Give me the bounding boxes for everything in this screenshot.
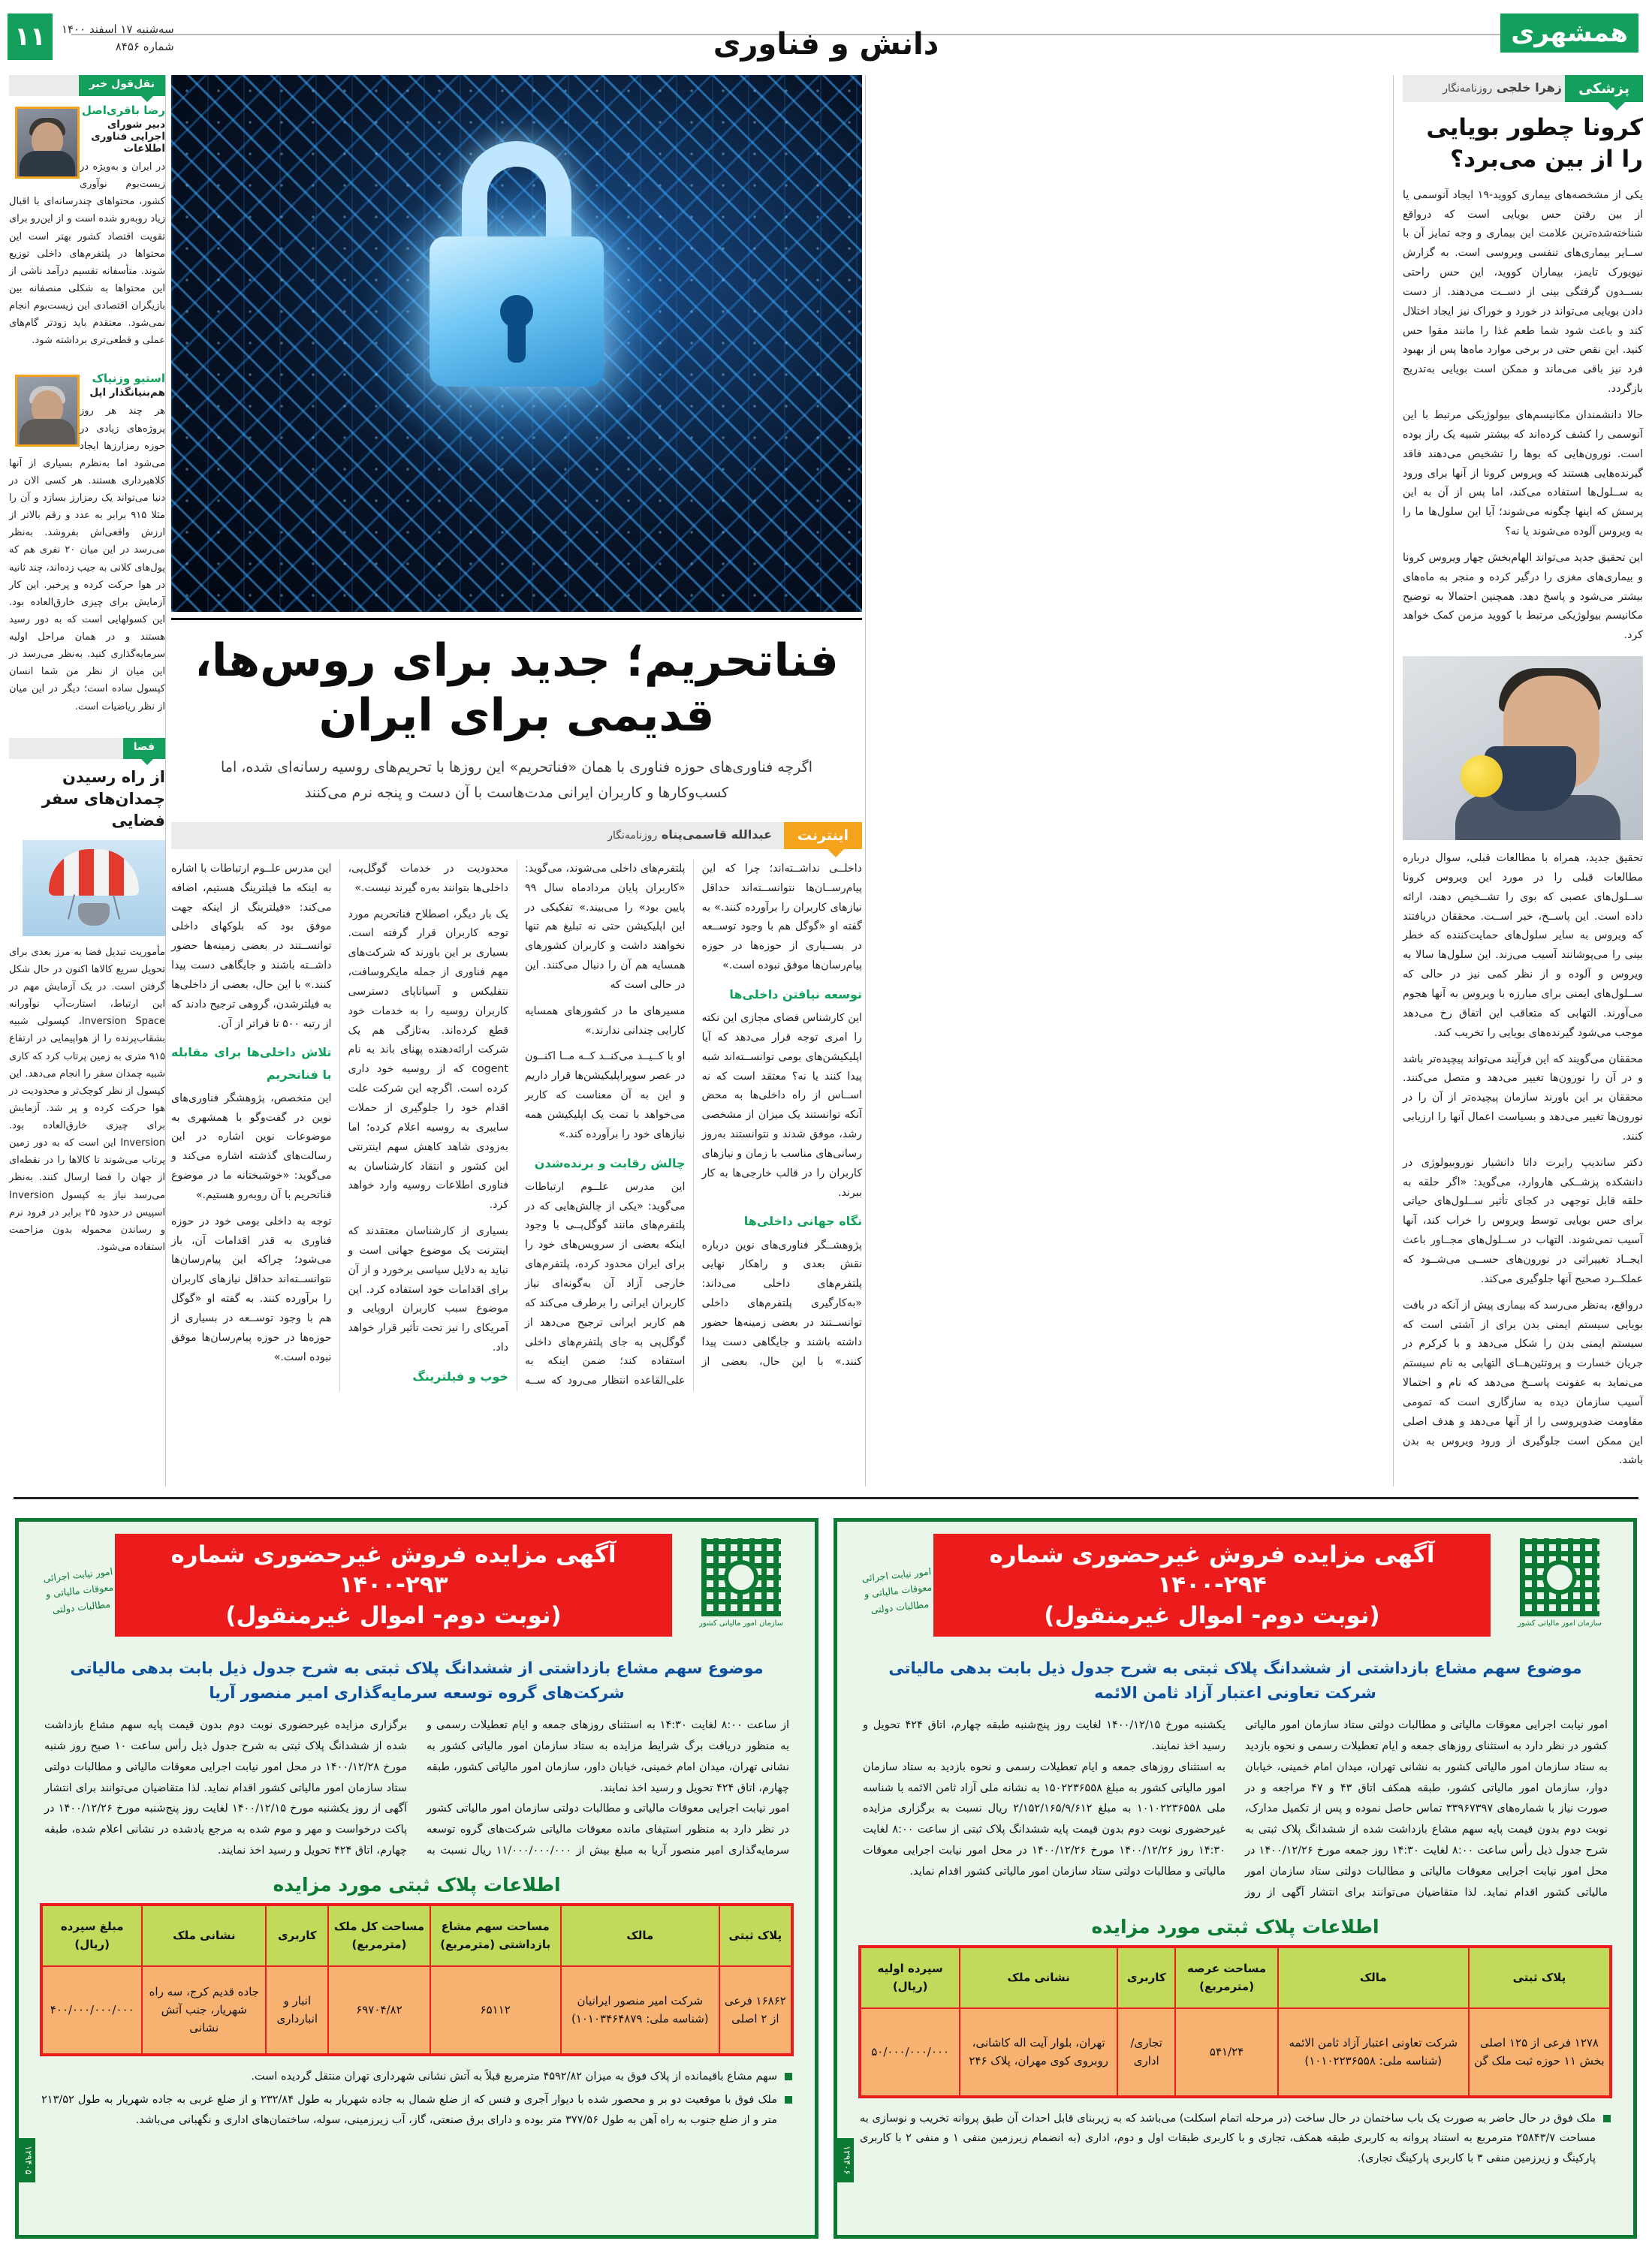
ad-org-strip: امور نیابت اجرائی معوقات مالیاتی و مطالبات دولتی	[861, 1565, 933, 1616]
paragraph: این کارشناس فضای مجازی این نکته را امری توجه قرار می‌دهد که آیا اپلیکیشن‌های بومی توانســته‌اند شبه پیدا کنند یا نه؟ معتقد است که نه اســاس از راه داخلی‌ها به محض آنکه توانستند یک میزان از مشخصی رشد، موفق شدند و نتوانستند به‌روز رسانی‌های مناسب با زمان و نیازهای کاربران را در قالب خارجی‌ها به کار ببرند.	[701, 1012, 862, 1199]
medical-kicker: پزشکی	[1565, 75, 1643, 102]
ad-subtitle: موضوع سهم مشاع بازداشتی از ششدانگ پلاک ثبتی به شرح جدول ذیل بابت بدهی مالیاتی شرکت‌های گروه توسعه سرمایه‌گذاری امیر منصور آریا	[70, 1659, 764, 1702]
auction-table	[858, 1945, 1612, 2098]
th-share-area: مساحت سهم مشاع بازداشتی (مترمربع)	[430, 1905, 561, 1966]
th-plaque: پلاک ثبتی	[1469, 1947, 1611, 2008]
lead-headline: فناتحریم؛ جدید برای روس‌ها، قدیمی برای ایران	[194, 634, 839, 742]
sub-heading: توسعه نیافتن داخلی‌ها	[729, 986, 862, 1001]
opinion-item	[9, 372, 165, 715]
td-address: جاده قدیم کرج، سه راه شهریار، جنب آتش نشانی	[142, 1966, 266, 2055]
table-header-row	[860, 1947, 1611, 2008]
ads-top-rule	[14, 1497, 1638, 1499]
td-plaque: ۱۶۸۶۲ فرعی از ۲ اصلی	[719, 1966, 792, 2055]
page-number: ۱۱	[8, 14, 53, 60]
ad-header	[19, 1522, 815, 1653]
ad-title-ribbon	[115, 1534, 672, 1637]
spacecraft-illustration	[23, 840, 165, 936]
tax-org-logo	[1507, 1538, 1612, 1643]
th-usage: کاربری	[1117, 1947, 1175, 2008]
paragraph: این تحقیق جدید می‌تواند الهام‌بخش چهار ویروس کرونا و بیماری‌های مغزی را درگیر کرده و منجر به ماه‌های بیشتر می‌شود و پاسخ دهد. همچنین احتمالا به توضیح مکانیسم بیولوژیکی مرتبط با کووید مزمن کمک خواهد کرد.	[1403, 551, 1643, 642]
classified-ads-area	[0, 1509, 1652, 2263]
ad-title-ribbon	[933, 1534, 1491, 1637]
th-address: نشانی ملک	[960, 1947, 1117, 2008]
paper-logo: همشهری	[1500, 14, 1638, 53]
td-owner: شرکت تعاونی اعتبار آزاد ثامن الائمه (شناسه ملی: ۱۰۱۰۲۲۳۶۵۵۸)	[1278, 2008, 1469, 2097]
ad-title-line2: (نوبت دوم- اموال غیرمنقول)	[225, 1601, 562, 1629]
paragraph: حالا دانشمندان مکانیسم‌های بیولوژیکی مرتبط با این آنوسمی را کشف کرده‌اند که بیشتر شبیه یک راز بوده است. نورون‌هایی که بوها را تشخیص می‌دهند فاقد گیرنده‌هایی هستند که ویروس کرونا از آنها برای ورود به ســلول‌ها استفاده می‌کند، اما پس از آن به این پرسش که اینها چگونه می‌شوند؛ آیا این سلول‌ها ما را به ویروس آلوده می‌شوند یا نه؟	[1403, 408, 1643, 538]
ad-title-line1: آگهی مزایده فروش غیرحضوری شماره ۲۹۳-۱۴۰۰	[170, 1541, 616, 1599]
paragraph: پژوهشــگر فناوری‌های نوین درباره نقش بعدی و راهکار نهایی پلتفرم‌های داخلی می‌داند: «به‌کارگیری پلتفرم‌های داخلی توانســتند در بعضی زمینه‌ها حضور داشته باشند و جایگاهی دست پیدا کنند.» با این حال، بعضی از پلتفرم‌های داخلی می‌شوند، می‌گوید: «کاربران پایان مردادماه سال ۹۹ پایین بود» را می‌بیند.» تفکیکی در این اپلیکیشن حتی نه تبلیغ هم تنها نخواهند داشت و کاربران کشورهای همسایه هم آن را دنبال می‌کنند. این در حالی است که	[525, 862, 862, 1368]
td-plaque: ۱۲۷۸ فرعی از ۱۲۵ اصلی بخش ۱۱ حوزه ثبت ملک گن	[1469, 2008, 1611, 2097]
paragraph: دکتر ساندیپ رابرت داتا دانشیار نوروبیولوژی در دانشکده پزشــکی هاروارد، می‌گوید: «اگر حلقه به حلقه قابل توجهی در کجای تأثیر ســلول‌های حیاتی برای حس بویایی توسط ویروس را خراب کند، آنها آسیب نمی‌شوند. التهاب در ســلول‌های مجــاور باعث ایجــاد تغییراتی در نورون‌های حســی می‌شــود که عملکــرد صحیح آنها جلوگیری می‌کند.	[1403, 1156, 1643, 1285]
td-usage: تجاری/ اداری	[1117, 2008, 1175, 2097]
opinion-text: هر چند هر روز پروژه‌های زیادی در حوزه رمزارزها ایجاد می‌شود اما به‌نظرم بسیاری از آنها کلاهبرداری هستند. هر کسی الان در دنیا می‌تواند یک رمزارز بسازد و آن را مثلا ۹۱۵ برابر به عدد و رقم بالاتر از ارزش واقعی‌اش بفروشد. به‌نظر می‌رسد در این میان ۲۰ نفری هم که پول‌های کلانی به جیب زده‌اند، چند ثانیه در هوا حرکت کرده و پرخبر. این کار آزمایش برای چیزی خارق‌العاده بود. این کسولهایی است که به دور رسید هستند و در همان مراحل اولیه سرمایه‌گذاری کنید. به‌نظر می‌رسد در این میان از نظر من شما انسان کپسول ساده است؛ دیگر در این میان از نظر ریاضیات است.	[9, 405, 165, 712]
medical-headline: کرونا چطور بویایی را از بین می‌برد؟	[1426, 114, 1643, 173]
td-area: ۵۴۱/۲۴	[1175, 2008, 1277, 2097]
paragraph: یکی از مشخصه‌های بیماری کووید-۱۹ ایجاد آنوسمی یا از بین رفتن حس بویایی است که درواقع شناخته‌شده‌ترین علامت این بیماری و وجه تمایز آن با ســایر بیماری‌های تنفسی ویروسی است. به گزارش نیویورک تایمز، بیماران کووید، این حس راحتی بســدون گرفتگی بینی از دســت می‌دهند. از دست دادن بویایی می‌تواند در خورد و خوراک نیز ایجاد اختلال کند و باعث شود شما طعم غذا را مانند مقوا حس کنید. این نقص حتی در برخی موارد ماه‌ها پس از بهبود فرد نیز باقی می‌ماند و ممکن است بویایی به‌تدریج بازگردد.	[1403, 188, 1643, 396]
opinion-item	[9, 104, 165, 349]
quote-kicker-bar	[9, 75, 165, 96]
tax-org-logo	[689, 1538, 794, 1643]
internet-kicker-bar	[171, 822, 862, 849]
opinion-text: در ایران و به‌ویژه در زیست‌بوم نوآوری کشور، محتواهای چندرسانه‌ای با اقبال زیاد روبه‌رو شده است و از این‌رو برای تقویت اقتصاد کشور بهتر است این محتواها در پلتفرم‌های داخلی توزیع شوند. متأسفانه تقسیم درآمد ناشی از این محتواها به شکلی منصفانه بین بازیگران اقتصادی این زیست‌بوم انجام نمی‌شود. معتقدم باید زودتر گام‌های عملی و قطعی‌تری برداشته شود.	[9, 161, 165, 347]
sub-heading: چالش رقابت و برنده‌شدن	[534, 1155, 686, 1170]
paragraph: محققان می‌گویند که این فرآیند می‌تواند پیچیده‌تر باشد و در آن را نورون‌ها تغییر می‌دهد و متصل می‌کنند. محققان بر این باورند سازمان پیچیده‌تر از آن را در نورون‌ها تغییر می‌دهد و بسیاست اعمال آنها را ارزیابی کنند.	[1403, 1053, 1643, 1143]
masked-patient-photo	[1403, 656, 1643, 840]
table-row	[41, 1966, 792, 2055]
ad-paragraph: از ساعت ۸:۰۰ لغایت ۱۴:۳۰ به استثنای روزهای جمعه و ایام تعطیلات رسمی و به منظور دریافت برگ شرایط مزایده به ستاد سازمان امور مالیاتی کشور به نشانی تهران، میدان امام خمینی، خیابان داور، سازمان امور مالیاتی کشور، طبقه چهارم، اتاق ۴۲۴ تحویل و رسید اخذ نمایند.	[427, 1719, 789, 1794]
ad-notes	[19, 2056, 815, 2130]
auction-table	[40, 1903, 794, 2056]
lead-article-continued	[871, 75, 1442, 616]
medical-kicker-bar	[1403, 75, 1643, 102]
lead-byline	[607, 827, 772, 842]
portrait-photo	[15, 107, 80, 179]
opinion-author-name: رضا باقری‌اصل	[81, 104, 165, 117]
circuit-padlock-photo	[171, 75, 862, 612]
lead-subhead: اگرچه فناوری‌های حوزه فناوری با همان «فناتحریم» این روزها با تحریم‌های روسیه رسانه‌ای شده، اما کسب‌و‌کارها و کاربران ایرانی مدت‌هاست با آن دست و پنجه نرم می‌کنند	[221, 759, 812, 801]
space-headline: از راه رسیدن چمدان‌های سفر فضایی	[41, 767, 165, 830]
ad-body	[837, 1712, 1633, 1903]
ad-side-code: ۱۲۹۴۰۵	[16, 2138, 35, 2182]
issue-number: شماره ۸۴۵۶	[115, 39, 174, 53]
th-owner: مالک	[561, 1905, 719, 1966]
th-address: نشانی ملک	[142, 1905, 266, 1966]
space-kicker: فضا	[123, 738, 165, 759]
masthead	[0, 0, 1652, 71]
opinion-author-role: هم‌بنیانگذار اپل	[89, 387, 165, 399]
sub-heading: نگاه جهانی داخلی‌ها	[743, 1214, 862, 1229]
quote-kicker: نقل‌قول خبر	[79, 75, 165, 96]
sub-heading: تلاش داخلی‌ها برای مقابله با فناتحریم	[171, 1045, 332, 1082]
th-owner: مالک	[1278, 1947, 1469, 2008]
emblem-icon	[1520, 1538, 1599, 1616]
td-address: تهران، بلوار آیت اله کاشانی، روبروی کوی مهران، پلاک ۲۴۶	[960, 2008, 1117, 2097]
ad-paragraph: امور نیابت اجرایی معوقات مالیاتی و مطالبات دولتی ستاد سازمان امور مالیاتی کشور در نظر دارد به استثنای روزهای جمعه و ایام تعطیلات رسمی و نحوه بازدید به ستاد سازمان امور مالیاتی کشور به نشانی تهران، میدان امام خمینی، خیابان دوار، سازمان امور مالیاتی کشور، طبقه همکف اتاق ۴۳ و ۴۷ مراجعه و در صورت نیاز با شماره‌های ۳۳۹۶۷۳۹۷ تماس حاصل نموده و پس از تکمیل مدارک، نوبت دوم بدون قیمت پایه سهم مشاع بازداشت شده از ششدانگ پلاک ثبتی به شرح جدول ذیل رأس ساعت ۸:۰۰ لغایت ۱۴:۳۰ روز جمعه مورخ ۱۴۰۰/۱۲/۲۶ در محل امور نیابت اجرایی معوقات مالیاتی و مطالبات دولتی ستاد سازمان امور مالیاتی کشور اقدام نماید. لذا متقاضیان می‌توانند برای انتشار آگهی از روز یکشنبه مورخ ۱۴۰۰/۱۲/۱۵ لغایت روز پنج‌شنبه طبقه چهارم، اتاق ۴۲۴ تحویل و رسید اخذ نمایند.	[863, 1719, 1608, 1899]
sub-heading: خوب و فیلترینگ	[412, 1369, 508, 1384]
paragraph: این مدرس علــوم ارتباطات با اشاره به اینکه ما فیلترینگ هستیم، اضافه می‌کند: «فیلترینگ از اینکه جهت موفق بود که بلوکهای داخلی توانســتند در بعضی زمینه‌ها حضور داشــته باشند و جایگاهی دست پیدا کنند.» با این حال، بعضی از داخلی‌ها به فیلترشدن، گروهی ترجیح دادند که از رتبه ۵۰۰ تا فراتر از آن.	[171, 862, 332, 1030]
th-area: مساحت عرصه (مترمربع)	[1175, 1947, 1277, 2008]
ad-header	[837, 1522, 1633, 1653]
td-usage: انبار و انبارداری	[266, 1966, 328, 2055]
ad-body	[19, 1712, 815, 1862]
paragraph: تحقیق جدید، همراه با مطالعات قبلی، سوال درباره مطالعات قبلی را در مورد این ویروس کرونا ســلول‌های عصبی که بوی را تشــخیص دهند، ارائه داده است. این پاســخ، خبر اســت. محققان دریافتند که ویروس به سایر سلول‌های حمایت‌کننده که خطر بینی را می‌پوشانند آسیب می‌زند. این سلول‌ها سالا به ویروس و آلوده و از نظر کمی نیز در حالی که ســلول‌های ایمنی برای مبارزه با ویروس به آنها هجوم می‌آورند. التهابی که متعاقب این اتفاق رخ می‌دهد موجب می‌شود گیرنده‌های بویایی را تخریب کند.	[1403, 852, 1643, 1039]
th-plaque: پلاک ثبتی	[719, 1905, 792, 1966]
column-divider-1	[165, 75, 166, 1486]
th-usage: کاربری	[266, 1905, 328, 1966]
lead-body	[171, 860, 862, 1391]
ad-subtitle: موضوع سهم مشاع بازداشتی از ششدانگ پلاک ثبتی به شرح جدول ذیل بابت بدهی مالیاتی شرکت تعاونی اعتبار آزاد ثامن الائمه	[888, 1659, 1582, 1702]
paragraph: مسیرهای ما در کشورهای همسایه کارایی چندانی ندارند.»	[525, 1004, 686, 1037]
issue-date: سه‌شنبه ۱۷ اسفند ۱۴۰۰	[62, 23, 174, 36]
ad-title-line2: (نوبت دوم- اموال غیرمنقول)	[1044, 1601, 1380, 1629]
table-row	[860, 2008, 1611, 2097]
td-share-area: ۶۵۱۱۲	[430, 1966, 561, 2055]
td-deposit: ۴۰۰/۰۰۰/۰۰۰/۰۰۰	[41, 1966, 142, 2055]
section-title: دانش و فناوری	[713, 27, 939, 62]
td-total-area: ۶۹۷۰۴/۸۲	[328, 1966, 430, 2055]
th-deposit: سپرده اولیه (ریال)	[860, 1947, 960, 2008]
ad-paragraph: امور نیابت اجرایی معوقات مالیاتی و مطالبات دولتی سازمان امور مالیاتی کشور در نظر دارد به منظور استیفای مانده معوقات مالیاتی شرکت‌های گروه توسعه سرمایه‌گذاری امیر منصور آریا به مبلغ بیش از ۱۱/۰۰۰/۰۰۰/۰۰۰ ریال نسبت به برگزاری مزایده غیرحضوری نوبت دوم بدون قیمت پایه سهم مشاع بازداشت شده از ششدانگ پلاک ثبتی به شرح جدول ذیل رأس ساعت ۱۰ صبح روز شنبه مورخ ۱۴۰۰/۱۲/۲۸ در محل امور نیابت اجرایی معوقات مالیاتی و مطالبات دولتی ستاد سازمان امور مالیاتی کشور اقدام نماید. لذا متقاضیان می‌توانند برای انتشار آگهی از روز یکشنبه مورخ ۱۴۰۰/۱۲/۱۵ لغایت روز پنج‌شنبه مورخ ۱۴۰۰/۱۲/۲۶ در پاکت درخواست و مهر و موم شده به مرجع یادشده در نشانی اعلام شده، طبقه چهارم، اتاق ۴۲۴ تحویل و رسید اخذ نمایند.	[44, 1719, 789, 1857]
ad-table-title: اطلاعات پلاک ثبتی مورد مزایده	[273, 1873, 561, 1896]
medical-body-bottom	[1403, 849, 1643, 1471]
auction-notice-294	[834, 1518, 1637, 2239]
paragraph: این مدرس علــوم ارتباطات می‌گوید: «یکی از چالش‌هایی که در پلتفرم‌های مانند گوگل‌پــی با وجود اینکه بعضی از سرویس‌های خود را برای ایران محدود کرده، پلتفرم‌های خارجی آزاد آن به‌گونه‌ای نیاز کاربران ایرانی را برطرف می‌کند که هم کاربر ایرانی ترجیح می‌دهد از گوگل‌پی به جای پلتفرم‌های داخلی استفاده کند؛ ضمن اینکه به علی‌القاعده انتظار می‌رود که ســه محدودیت در خدمات گوگل‌پی، داخلی‌ها بتوانند به‌ره گیرند نیست.»	[348, 862, 686, 1387]
column-divider-2	[865, 75, 866, 1486]
medical-body-top	[1403, 186, 1643, 646]
logo-caption: سازمان امور مالیاتی کشور	[1518, 1619, 1602, 1628]
paragraph: توجه به داخلی بومی خود در حوزه فناوری به قدر اقدامات آن، باز می‌شود؛ چراکه این پیام‌رسان‌ها نتوانســته‌اند حداقل نیازهای کاربران را برآورده کنند. به گفته او «گوگل هم با وجود توســعه در بسیاری از حوزه‌ها در حوزه پیام‌رسان‌ها موفق نبوده است.»	[171, 1215, 332, 1363]
ad-title-line1: آگهی مزایده فروش غیرحضوری شماره ۲۹۴-۱۴۰۰	[989, 1541, 1435, 1599]
lead-article	[171, 75, 862, 1391]
byline-role: روزنامه‌نگار	[1442, 83, 1493, 95]
ad-notes	[837, 2098, 1633, 2169]
medical-article	[1403, 75, 1643, 1477]
th-deposit: مبلغ سپرده (ریال)	[41, 1905, 142, 1966]
paragraph: یک بار دیگر، اصطلاح فناتحریم مورد توجه کاربران قرار گرفته است. بسیاری بر این باورند که شرکت‌های مهم فناوری از جمله مایکروسافت، نتفلیکس و آسیاناپای دسترسی کاربران روسیه را به خدمات خود قطع کرده‌اند. به‌تازگی هم یک شرکت ارائه‌دهنده پهنای باند به نام cogent که از روسیه خود داری کرده است. اگرچه این شرکت علت اقدام خود را جلوگیری از حملات سایبری به روسیه اعلام کرده؛ اما به‌زودی شاهد کاهش سهم اینترنتی این کشور و انتقاد کارشناسان به فناوری اطلاعات روسیه وارد خواهد کرد.	[348, 908, 508, 1212]
ad-org-strip: امور نیابت اجرائی معوقات مالیاتی و مطالبات دولتی	[42, 1565, 114, 1616]
byline-role: روزنامه‌نگار	[607, 829, 658, 842]
paragraph: درواقع، به‌نظر می‌رسد که بیماری پیش از آنکه در بافت بویایی سیستم ایمنی بدن برای از آشتی است که سیستم ایمنی بدن را شکل می‌دهد و با کرکرم در جریان خسارت و پروتئین‌هــای التهابی به نام سیستم می‌نماید به عفونت پاســخ می‌دهد که نام و احتمالا آسیب سازمان دیده به سازگاری است که تمومی مقاومت ضدویروسی را از آنها می‌دهد و هدف اصلی این ممکن است جلوگیری از ورود ویروس به بدن باشد.	[1403, 1299, 1643, 1467]
space-kicker-bar	[9, 738, 165, 759]
byline-name: عبدالله قاسمی‌پناه	[661, 827, 772, 842]
ad-note: ملک فوق با موقعیت دو بر و محصور شده با دیوار آجری و فنس که از ضلع شمال به جاده شهریار به طول ۲۳۲/۸۴ و از ضلع غربی به جاده شهریار به طول ۲۱۳/۵۲ متر و از ضلع جنوب به راه آهن به طول ۳۷۷/۵۶ متر بوده و دارای برق صنعتی، گاز، آب زیرزمینی، سوله، ساختمان‌های اداری و نگهبانی می‌باشد.	[41, 2090, 792, 2131]
ad-table-title: اطلاعات پلاک ثبتی مورد مزایده	[1091, 1915, 1379, 1938]
paragraph: بسیاری از کارشناسان معتقدند که اینترنت یک موضوع جهانی است و نباید به دلایل سیاسی برخورد و از آن برای اقدامات خود استفاده کرد. این موضوع سبب کاربران اروپایی و آمریکای را نیز تحت تأثیر قرار خواهد داد.	[348, 1225, 508, 1354]
ad-note: سهم مشاع باقیمانده از پلاک فوق به میزان ۴۵۹۲/۸۲ مترمربع قبلاً به آتش نشانی شهرداری تهران منتقل گردیده است.	[41, 2067, 792, 2087]
opinion-author-role: دبیر شورای اجرایی فناوری اطلاعات	[91, 119, 165, 155]
auction-notice-293	[15, 1518, 818, 2239]
headline-rule	[171, 618, 862, 620]
medical-byline	[1442, 80, 1562, 95]
paragraph: این متخصص، پژوهشگر فناوری‌های نوین در گفت‌وگو با همشهری به موضوعات نوین اشاره در این رسالت‌های گذشته اشاره می‌کند و می‌گوید: «خوشبختانه ما در موضوع فناتحریم با آن روبه‌رو هستیم.»	[171, 1092, 332, 1201]
td-deposit: ۵۰/۰۰۰/۰۰۰/۰۰۰	[860, 2008, 960, 2097]
space-text: مأموریت تبدیل فضا به مرز بعدی برای تحویل سریع کالاها اکنون در حال شکل گرفتن است. در یک آزمایش مهم در این ارتباط، استارت‌آپ نوآورانه Inversion Space، کپسولی شبیه بشقاب‌پرنده را از هواپیمایی در ارتفاع ۹۱۵ متری به زمین پرتاب کرد که کاری شبیه چمدان سفر را انجام می‌دهد. این کپسول از نظر کوچک‌تر و محدودیت در هوا حرکت کرده و پر شد. آزمایش برای چیزی خارق‌العاده بود. Inversion این است که به دور زمین پرتاب می‌شوند تا کالاها را در نقطه‌ای از جهان را فضا ارسال کنند. به‌نظر می‌رسد نیاز به کپسول Inversion اسپیس در حدود ۲۵ برابر در فرود نرم و رساندن محموله بدون مزاحمت استفاده می‌شود.	[9, 946, 166, 1253]
paragraph: او با کــیــد می‌کنــد کــه مــا اکنــون در عصر سوپراپلیکیشن‌ها قرار داریم و این به آن معناست که کاربر می‌خواهد با تمت یک اپلیکیشن همه نیازهای خود را برآورده کند.»	[525, 1050, 686, 1140]
left-sidebar	[9, 75, 165, 1256]
main-content-area	[0, 75, 1652, 1498]
opinion-author-name: استیو وزنیاک	[92, 372, 165, 386]
td-owner: شرکت امیر منصور ایرانیان (شناسه ملی: ۱۰۱۰۳۴۶۴۸۷۹)	[561, 1966, 719, 2055]
paragraph: داخلــی نداشــته‌اند؛ چرا که این پیام‌رســان‌ها نتوانســته‌اند حداقل نیازهای کاربران را برآورده کنند.» به گفته او «گوگل هم با وجود توســعه در بســیاری از حوزه‌ها در حوزه پیام‌رسان‌ها موفق نبوده است.»	[701, 862, 862, 972]
ad-side-code: ۱۲۹۴۰۶	[834, 2138, 854, 2182]
internet-kicker: اینترنت	[784, 822, 862, 849]
byline-name: زهرا خلجی	[1496, 80, 1562, 95]
ad-note: ملک فوق در حال حاضر به صورت یک باب ساختمان در حال ساخت (در مرحله اتمام اسکلت) می‌باشد که به زیربنای قابل احداث آن طبق پروانه تخریب و نوسازی به مساحت ۲۵۸۴۳/۷ مترمربع به استناد پروانه به کاربری طبقه همکف، تجاری و با کاربری طبقات اول و دوم، اداری (به انضمام زیرزمین منفی ۱ و منفی ۲ با کاربری پارکینگ و زیرزمین منفی ۳ با کاربری پارکینگ تجاری).	[860, 2109, 1611, 2169]
portrait-photo	[15, 375, 80, 447]
ad-paragraph: به استثنای روزهای جمعه و ایام تعطیلات رسمی و نحوه بازدید به ستاد سازمان امور مالیاتی کشور به مبلغ ۱۵۰۲۲۳۶۵۵۸ به نشانه ملی آزاد ثامن الائمه با شناسه ملی ۱۰۱۰۲۲۳۶۵۵۸ به مبلغ ۲/۱۵۲/۱۶۵/۹/۶۱۲ ریال نسبت به برگزاری مزایده غیرحضوری نوبت دوم بدون قیمت پایه ششدانگ پلاک ثبتی از ساعت ۸:۰۰ لغایت ۱۴:۳۰ روز ۱۴۰۰/۱۲/۲۶ مورخ ۱۴۰۰/۱۲/۲۶ در محل امور نیابت اجرایی معوقات مالیاتی و مطالبات دولتی ستاد سازمان امور مالیاتی کشور اقدام نماید.	[863, 1760, 1226, 1878]
th-total-area: مساحت کل ملک (مترمربع)	[328, 1905, 430, 1966]
table-header-row	[41, 1905, 792, 1966]
emblem-icon	[701, 1538, 781, 1616]
logo-caption: سازمان امور مالیاتی کشور	[699, 1619, 783, 1628]
